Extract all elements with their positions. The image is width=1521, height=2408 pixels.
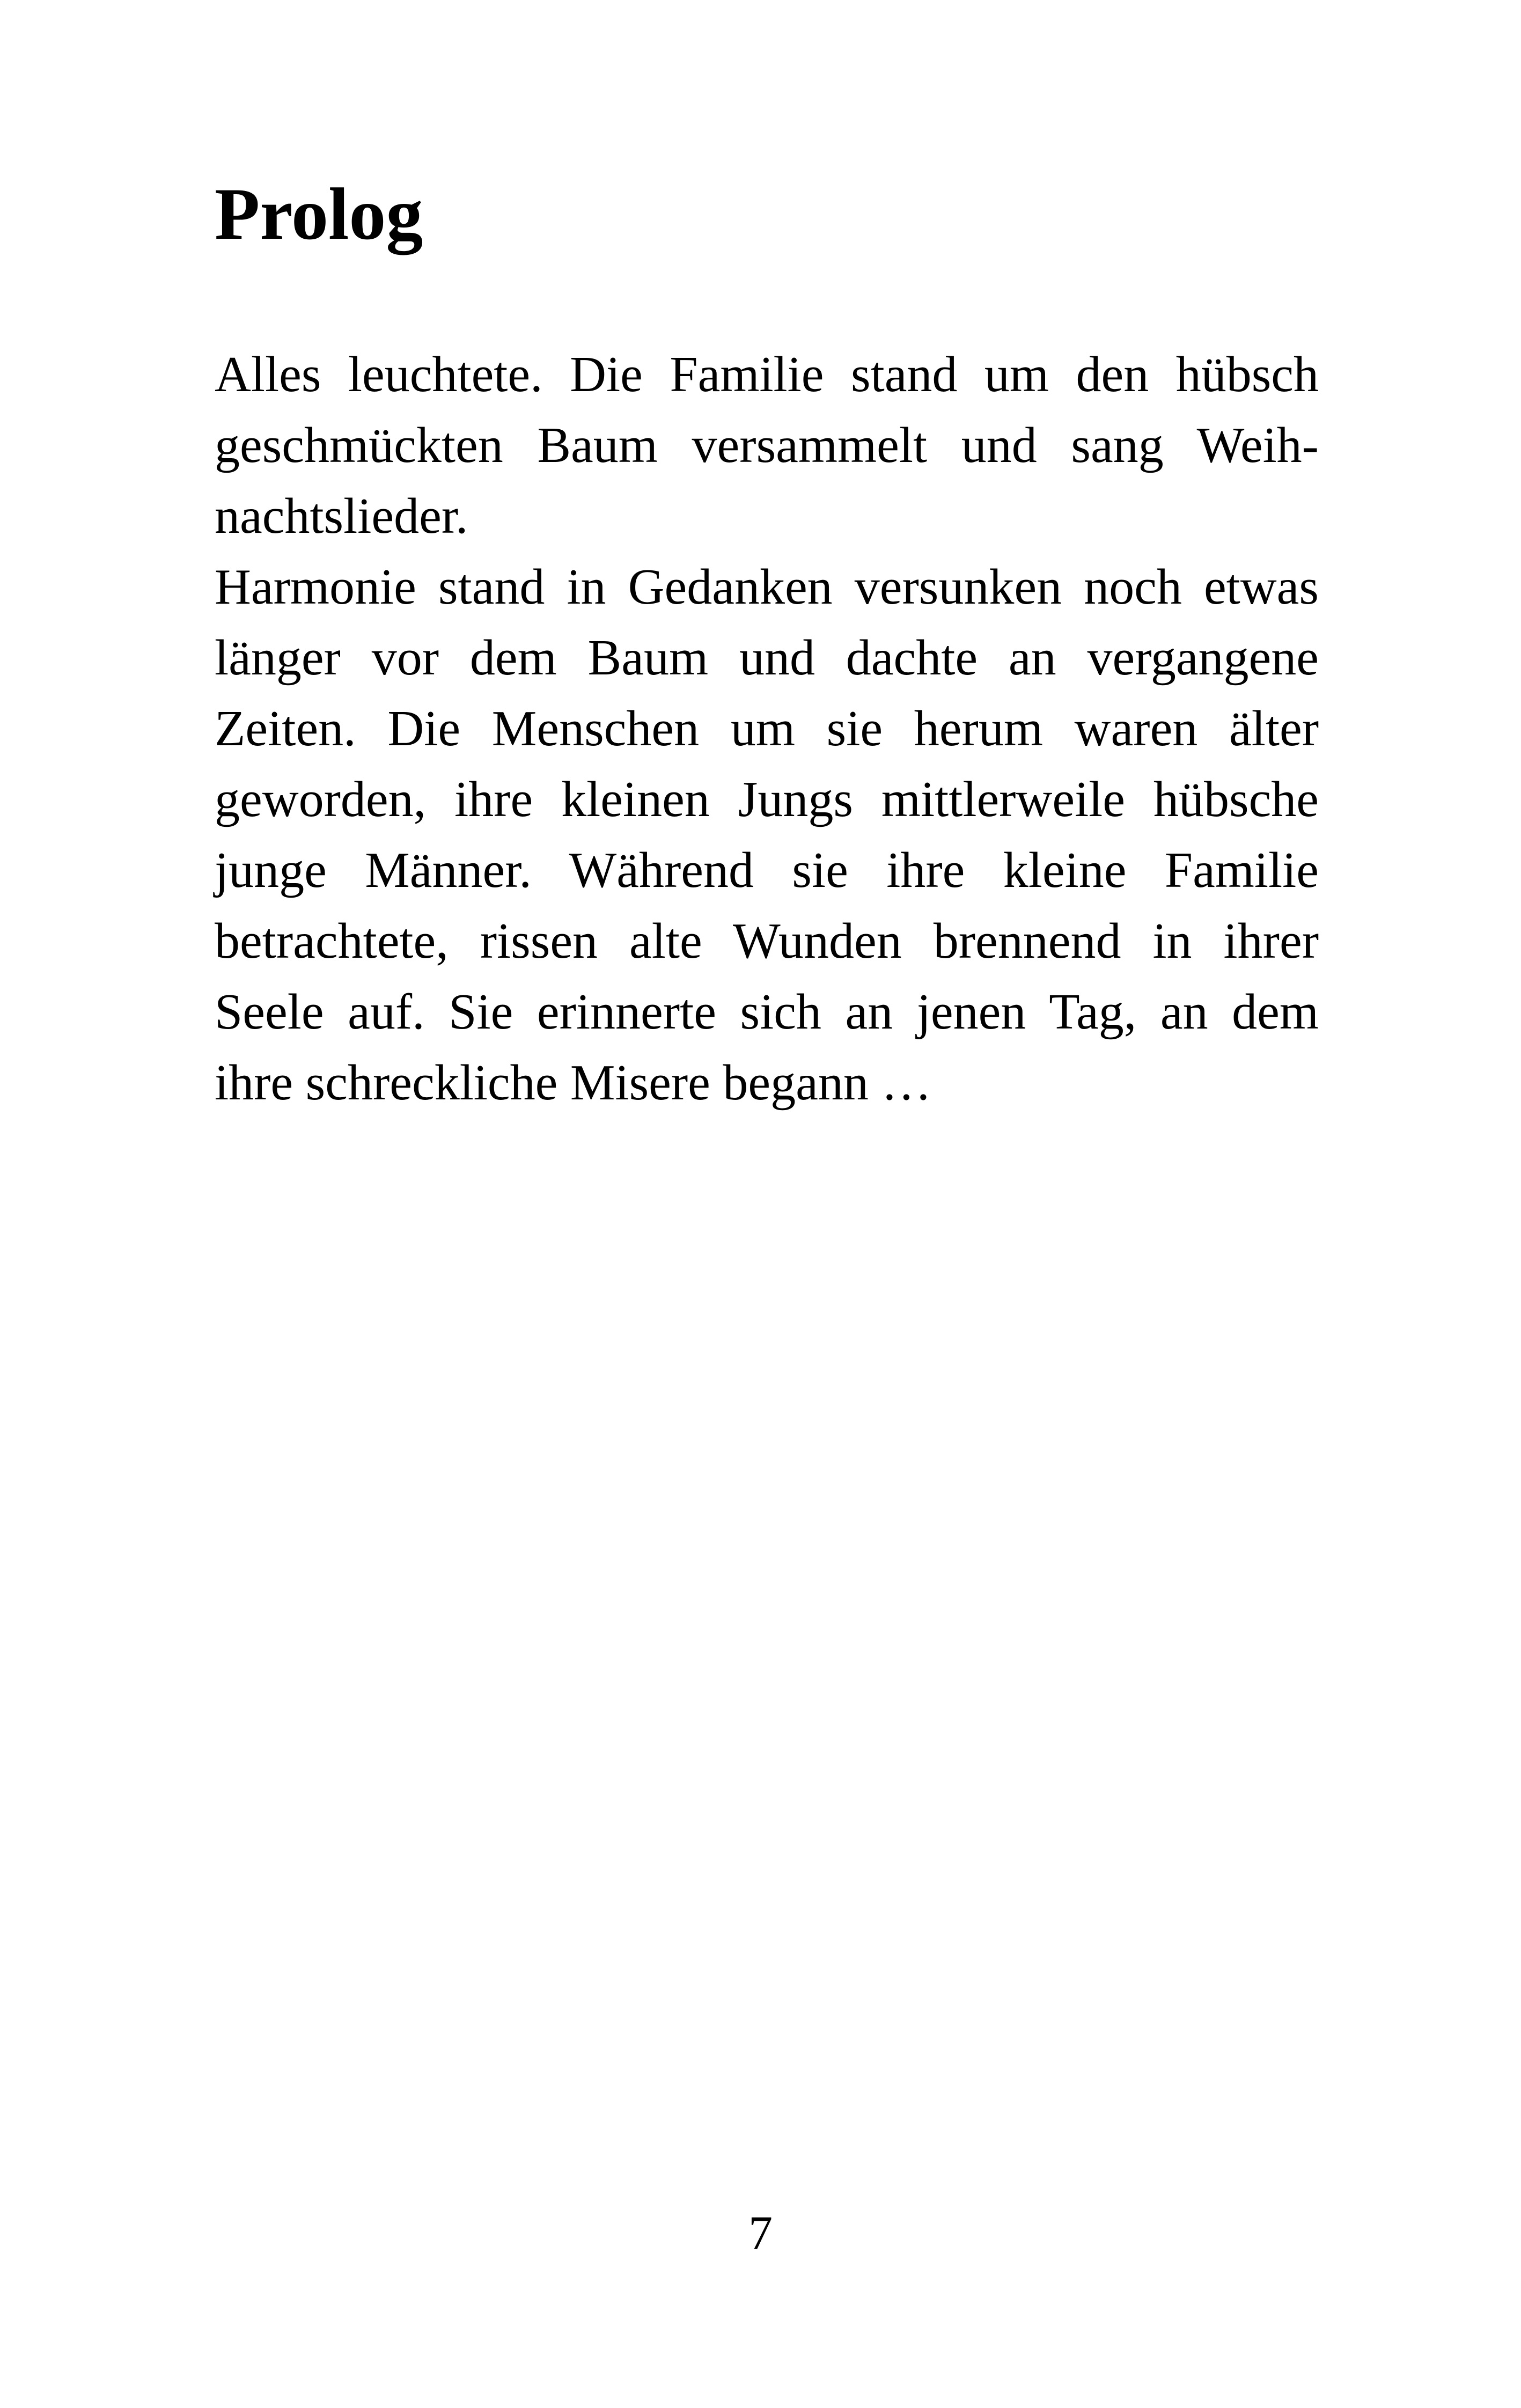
text-line: Alles leuchtete. Die Familie stand um den hübsch: [215, 347, 1319, 402]
page-number: 7: [748, 2207, 773, 2260]
text-line: junge Männer. Während sie ihre kleine Familie: [215, 842, 1319, 898]
text-line: nachtslieder.: [215, 488, 468, 544]
text-line: betrachtete, rissen alte Wunden brennend in ihrer: [215, 913, 1319, 969]
text-line: länger vor dem Baum und dachte an vergangene: [215, 630, 1319, 686]
chapter-title: Prolog: [215, 173, 423, 255]
text-line: Harmonie stand in Gedanken versunken noch etwas: [215, 559, 1319, 615]
text-line: Seele auf. Sie erinnerte sich an jenen Tag, an dem: [215, 984, 1319, 1040]
text-line: Zeiten. Die Menschen um sie herum waren älter: [215, 701, 1319, 757]
body-text: [215, 339, 1319, 1118]
text-line: geschmückten Baum versammelt und sang Weih-: [215, 417, 1319, 473]
text-line: geworden, ihre kleinen Jungs mittlerweile hübsche: [215, 772, 1319, 827]
text-line: ihre schreckliche Misere begann …: [215, 1055, 932, 1111]
